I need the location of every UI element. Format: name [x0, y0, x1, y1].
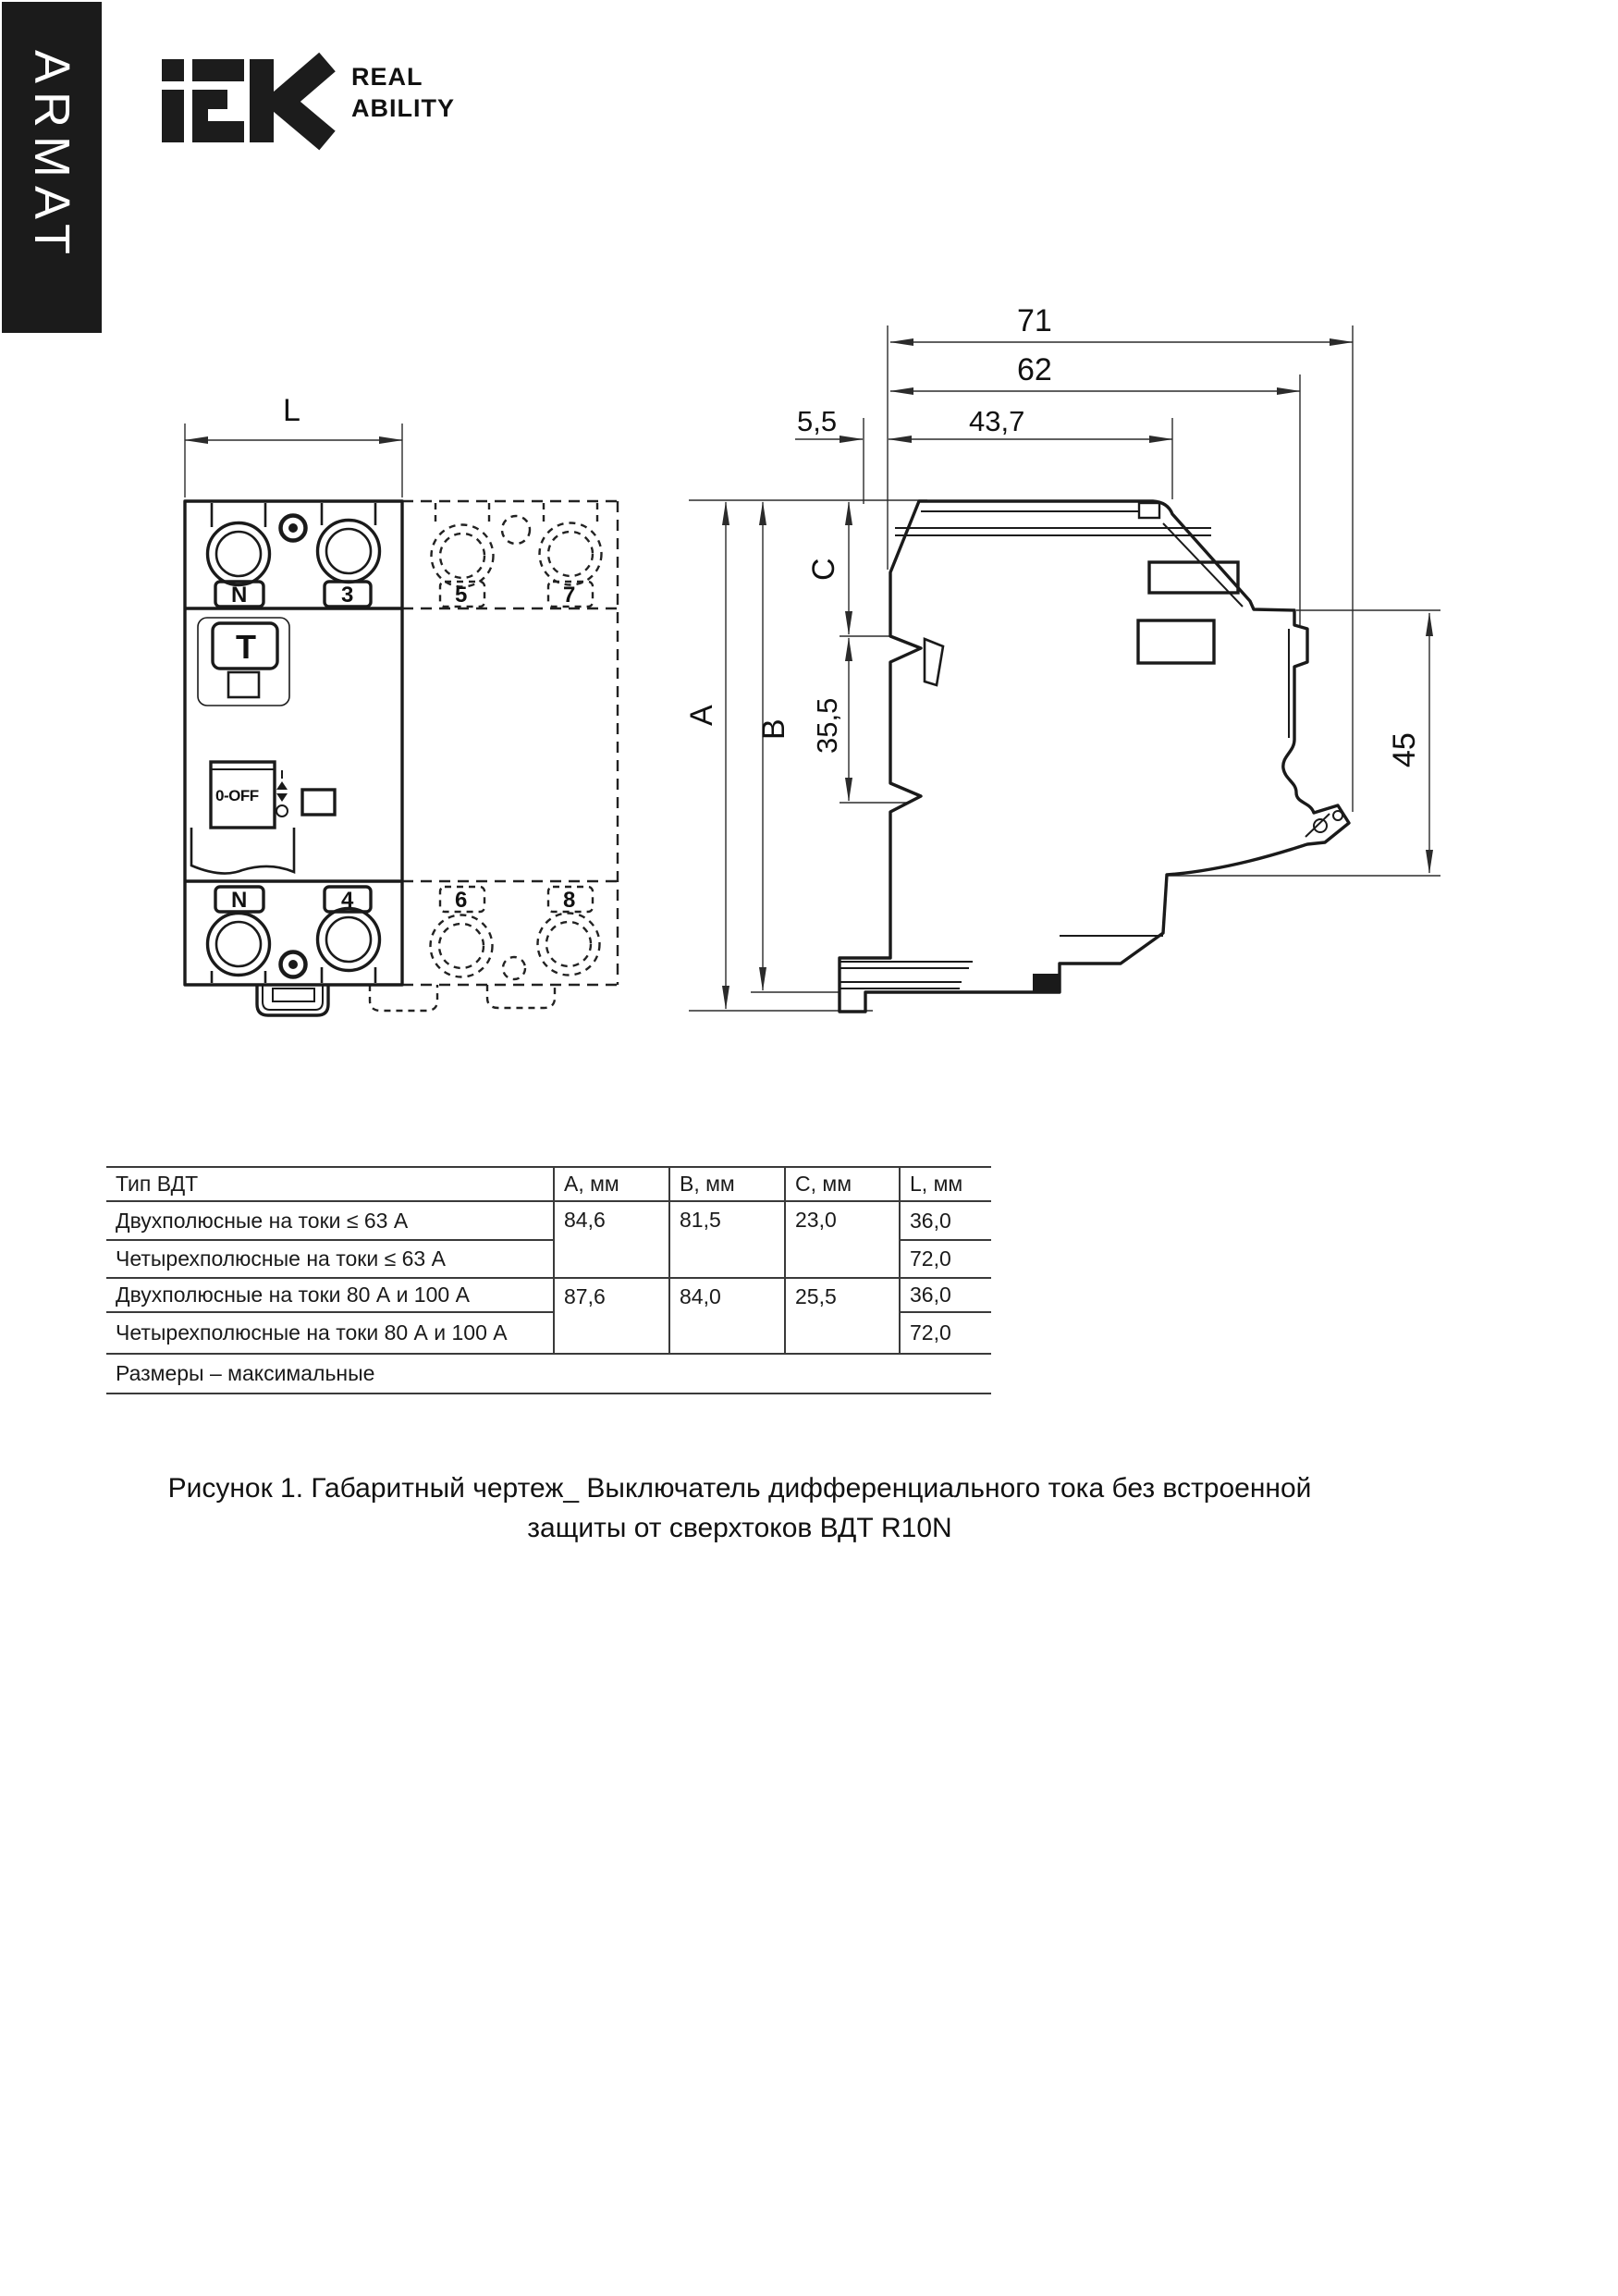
cell-l: 36,0: [900, 1278, 991, 1312]
figure-caption-line2: защиты от сверхтоков ВДТ R10N: [527, 1513, 952, 1543]
col-header-type: Тип ВДТ: [106, 1167, 554, 1201]
col-header-a: A, мм: [554, 1167, 669, 1201]
svg-text:B: B: [756, 718, 791, 740]
terminal-label-n-top: N: [231, 583, 248, 608]
dim-62: [890, 352, 1300, 391]
table-footnote: Размеры – максимальные: [106, 1354, 991, 1394]
svg-text:62: 62: [1017, 352, 1052, 387]
table-header-row: [106, 1167, 991, 1201]
col-header-l: L, мм: [900, 1167, 991, 1201]
svg-text:71: 71: [1017, 303, 1052, 338]
svg-text:43,7: 43,7: [969, 405, 1025, 437]
figure-caption-line1: Рисунок 1. Габаритный чертеж_ Выключатель дифференциального тока без встроенной: [167, 1473, 1312, 1504]
terminal-label-8: 8: [563, 888, 576, 913]
dim-A: [684, 502, 726, 1009]
dim-71: [890, 303, 1353, 342]
cell-type: Двухполюсные на токи 80 А и 100 А: [106, 1278, 554, 1312]
cell-type: Четырехполюсные на токи ≤ 63 А: [106, 1240, 554, 1278]
table-row: [106, 1278, 991, 1312]
svg-text:35,5: 35,5: [811, 697, 843, 754]
cell-b: 84,0: [669, 1278, 785, 1354]
dim-35-5: [811, 638, 849, 801]
armat-banner: [2, 2, 102, 333]
svg-text:C: C: [806, 558, 841, 581]
terminal-label-5: 5: [455, 583, 468, 608]
cell-type: Четырехполюсные на токи 80 А и 100 А: [106, 1312, 554, 1354]
dim-L: [185, 393, 402, 497]
svg-text:5,5: 5,5: [797, 405, 838, 437]
col-header-c: C, мм: [785, 1167, 900, 1201]
dim-L-label: L: [283, 393, 300, 428]
cell-a: 84,6: [554, 1201, 669, 1278]
cell-a: 87,6: [554, 1278, 669, 1354]
dimensions-table: [106, 1166, 991, 1394]
terminal-label-4: 4: [341, 888, 354, 913]
table-footer-row: [106, 1354, 991, 1394]
dashed-extension-module: [370, 501, 618, 1011]
logo-tagline-line1: REAL: [351, 63, 423, 91]
cell-l: 36,0: [900, 1201, 991, 1240]
dim-5-5: [795, 405, 863, 439]
logo-tagline-line2: ABILITY: [351, 94, 455, 122]
cell-c: 25,5: [785, 1278, 900, 1354]
device-body-front: [185, 501, 402, 1015]
iek-logo: [157, 51, 476, 153]
iek-logo-mark: [162, 59, 274, 142]
dim-C: [806, 502, 849, 634]
iek-logo-k-stroke: [281, 62, 327, 141]
cell-l: 72,0: [900, 1312, 991, 1354]
terminal-label-6: 6: [455, 888, 468, 913]
dim-B: [756, 502, 791, 990]
armat-banner-text: ARMAT: [24, 50, 80, 263]
cell-l: 72,0: [900, 1240, 991, 1278]
front-view-drawing: [120, 379, 656, 1036]
terminal-label-3: 3: [341, 583, 354, 608]
figure-caption: [0, 1468, 1479, 1548]
cell-c: 23,0: [785, 1201, 900, 1278]
cell-type: Двухполюсные на токи ≤ 63 А: [106, 1201, 554, 1240]
toggle-switch-label: 0-OFF: [215, 787, 259, 804]
terminal-label-7: 7: [563, 583, 576, 608]
din-clip-foot: [1033, 974, 1060, 992]
col-header-b: B, мм: [669, 1167, 785, 1201]
terminal-label-n-bottom: N: [231, 888, 248, 913]
device-body-side: [840, 501, 1349, 1012]
cell-b: 81,5: [669, 1201, 785, 1278]
dim-45: [1387, 613, 1429, 873]
svg-text:45: 45: [1387, 732, 1422, 767]
side-view-drawing: [666, 296, 1479, 1045]
svg-text:A: A: [684, 705, 719, 726]
table-row: [106, 1201, 991, 1240]
test-button-label: T: [236, 628, 256, 666]
dim-43-7: [889, 405, 1172, 439]
